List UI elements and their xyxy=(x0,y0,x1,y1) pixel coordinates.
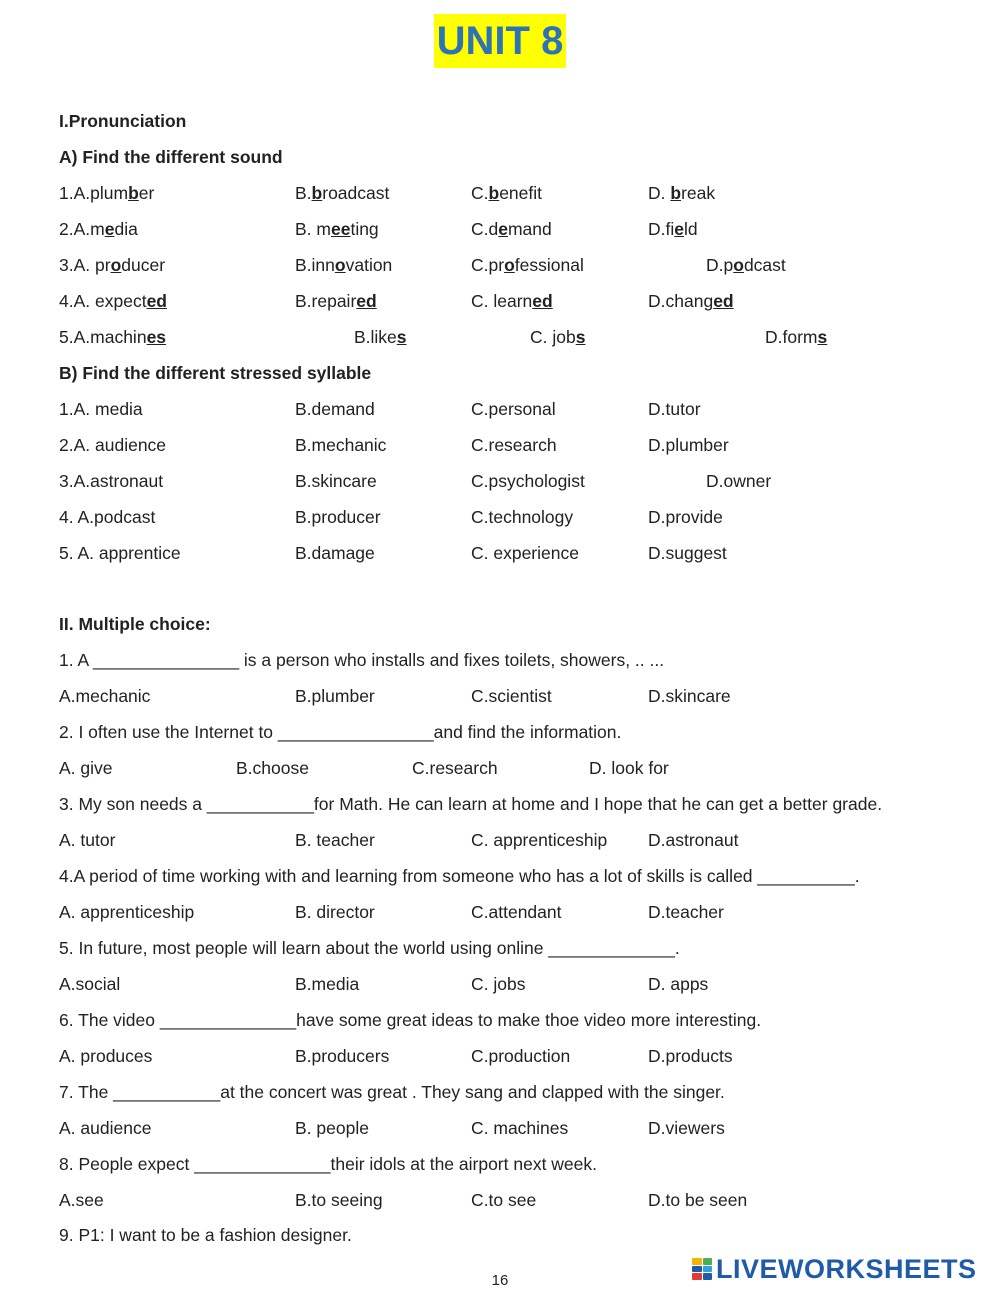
option-d[interactable]: D.provide xyxy=(648,507,723,527)
question-text: 2. I often use the Internet to ________________and find the information. xyxy=(59,722,622,742)
option-d[interactable]: D.teacher xyxy=(648,902,724,922)
option-c[interactable]: C. experience xyxy=(471,543,579,563)
option-c[interactable]: C. learned xyxy=(471,291,553,311)
option-c[interactable]: C. machines xyxy=(471,1118,569,1138)
question-text: 7. The ___________at the concert was great . They sang and clapped with the singer. xyxy=(59,1082,725,1102)
option-a[interactable]: 5.A.machines xyxy=(59,327,167,347)
option-d[interactable]: D.suggest xyxy=(648,543,727,563)
option-d[interactable]: D. apps xyxy=(648,974,709,994)
option-c[interactable]: C.professional xyxy=(471,255,584,275)
question-text: 3. My son needs a ___________for Math. He can learn at home and I hope that he can get a better grade. xyxy=(59,794,883,814)
option-b[interactable]: B.producers xyxy=(295,1046,390,1066)
option-a[interactable]: A. give xyxy=(59,758,113,778)
option-d[interactable]: D.skincare xyxy=(648,686,731,706)
option-a[interactable]: A.mechanic xyxy=(59,686,151,706)
option-b[interactable]: B. teacher xyxy=(295,830,375,850)
liveworksheets-logo xyxy=(692,1255,992,1283)
option-b[interactable]: B.damage xyxy=(295,543,375,563)
option-c[interactable]: C.production xyxy=(471,1046,571,1066)
option-b[interactable]: B.demand xyxy=(295,399,375,419)
option-c[interactable]: C. jobs xyxy=(471,974,526,994)
option-d[interactable]: D. break xyxy=(648,183,716,203)
option-c[interactable]: C. jobs xyxy=(530,327,586,347)
option-a[interactable]: A.see xyxy=(59,1190,104,1210)
option-c[interactable]: C.personal xyxy=(471,399,556,419)
option-a[interactable]: A. tutor xyxy=(59,830,116,850)
question-text: 9. P1: I want to be a fashion designer. xyxy=(59,1225,352,1245)
question-text: 1. A _______________ is a person who installs and fixes toilets, showers, .. ... xyxy=(59,650,665,670)
option-a[interactable]: 3.A.astronaut xyxy=(59,471,164,491)
option-c[interactable]: C.psychologist xyxy=(471,471,585,491)
option-a[interactable]: 4. A.podcast xyxy=(59,507,156,527)
option-a[interactable]: 1.A.plumber xyxy=(59,183,155,203)
option-c[interactable]: C.research xyxy=(412,758,498,778)
option-d[interactable]: D. look for xyxy=(589,758,669,778)
watermark-text: LIVEWORKSHEETS xyxy=(716,1253,977,1284)
option-d[interactable]: D.to be seen xyxy=(648,1190,748,1210)
option-d[interactable]: D.podcast xyxy=(706,255,786,275)
option-d[interactable]: D.field xyxy=(648,219,698,239)
option-d[interactable]: D.products xyxy=(648,1046,733,1066)
option-d[interactable]: D.astronaut xyxy=(648,830,739,850)
option-b[interactable]: B.broadcast xyxy=(295,183,390,203)
question-text: 4.A period of time working with and learning from someone who has a lot of skills is called __________. xyxy=(59,866,860,886)
option-b[interactable]: B.to seeing xyxy=(295,1190,383,1210)
option-a[interactable]: 3.A. producer xyxy=(59,255,166,275)
option-b[interactable]: B. meeting xyxy=(295,219,379,239)
option-d[interactable]: D.plumber xyxy=(648,435,729,455)
question-text: 5. In future, most people will learn about the world using online _____________. xyxy=(59,938,680,958)
option-b[interactable]: B.skincare xyxy=(295,471,377,491)
option-c[interactable]: C.demand xyxy=(471,219,552,239)
unit-title: UNIT 8 xyxy=(434,14,566,68)
option-b[interactable]: B. people xyxy=(295,1118,369,1138)
option-d[interactable]: D.tutor xyxy=(648,399,701,419)
part-b-heading: B) Find the different stressed syllable xyxy=(59,363,372,383)
option-c[interactable]: C.benefit xyxy=(471,183,543,203)
option-a[interactable]: 1.A. media xyxy=(59,399,143,419)
option-b[interactable]: B.repaired xyxy=(295,291,377,311)
option-d[interactable]: D.viewers xyxy=(648,1118,725,1138)
question-text: 8. People expect ______________their idols at the airport next week. xyxy=(59,1154,598,1174)
option-a[interactable]: 4.A. expected xyxy=(59,291,168,311)
option-c[interactable]: C.attendant xyxy=(471,902,562,922)
option-b[interactable]: B.likes xyxy=(354,327,407,347)
question-text: 6. The video ______________have some great ideas to make thoe video more interesting. xyxy=(59,1010,762,1030)
section-heading-pronunciation: I.Pronunciation xyxy=(59,111,187,131)
option-d[interactable]: D.changed xyxy=(648,291,734,311)
option-b[interactable]: B.producer xyxy=(295,507,381,527)
option-c[interactable]: C.scientist xyxy=(471,686,552,706)
option-c[interactable]: C.research xyxy=(471,435,557,455)
option-b[interactable]: B.choose xyxy=(236,758,309,778)
option-b[interactable]: B.plumber xyxy=(295,686,375,706)
option-c[interactable]: C.to see xyxy=(471,1190,537,1210)
option-c[interactable]: C.technology xyxy=(471,507,574,527)
part-a-heading: A) Find the different sound xyxy=(59,147,283,167)
option-a[interactable]: 5. A. apprentice xyxy=(59,543,181,563)
option-a[interactable]: 2.A.media xyxy=(59,219,138,239)
option-b[interactable]: B.innovation xyxy=(295,255,393,275)
option-d[interactable]: D.forms xyxy=(765,327,828,347)
option-d[interactable]: D.owner xyxy=(706,471,772,491)
option-a[interactable]: A. audience xyxy=(59,1118,152,1138)
liveworksheets-logo-icon xyxy=(692,1258,712,1280)
option-a[interactable]: A. produces xyxy=(59,1046,153,1066)
option-b[interactable]: B.media xyxy=(295,974,360,994)
section-heading-multiple-choice: II. Multiple choice: xyxy=(59,614,211,634)
page-number: 16 xyxy=(491,1272,509,1289)
option-a[interactable]: A.social xyxy=(59,974,121,994)
option-a[interactable]: A. apprenticeship xyxy=(59,902,195,922)
option-b[interactable]: B. director xyxy=(295,902,375,922)
option-b[interactable]: B.mechanic xyxy=(295,435,387,455)
option-c[interactable]: C. apprenticeship xyxy=(471,830,608,850)
option-a[interactable]: 2.A. audience xyxy=(59,435,167,455)
